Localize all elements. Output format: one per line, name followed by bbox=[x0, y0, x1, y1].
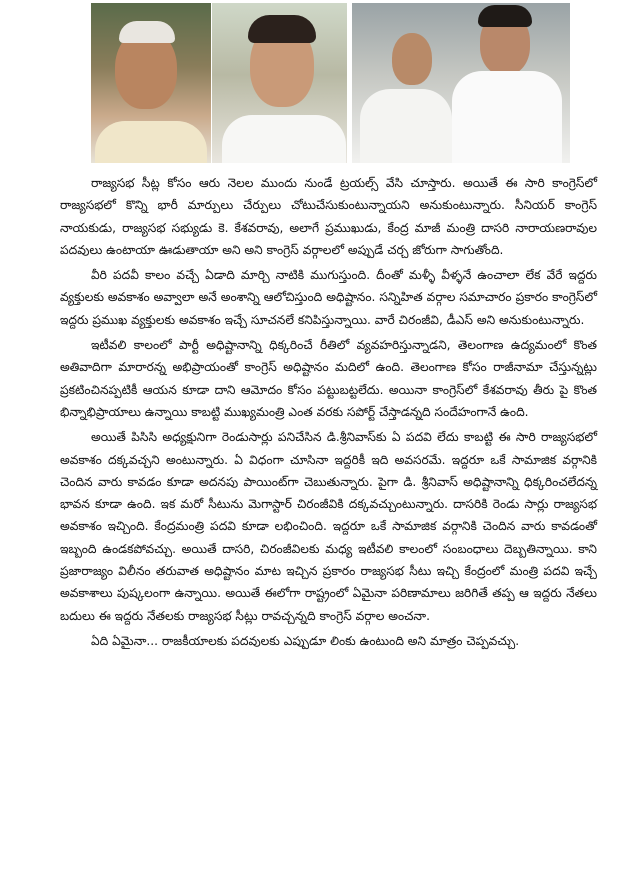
shirt-shape bbox=[95, 121, 207, 163]
article-paragraph-3: ఇటీవలి కాలంలో పార్టీ అధిష్టానాన్ని ధిక్కరించే రీతిలో వ్యవహరిస్తున్నాడని, తెలంగాణ ఉద్యమంలో కొంత అతివాదిగా మారారన్న అభిప్రాయంతో కాంగ్రెస్ అధిష్టానం మదిలో ఉంది. తెలంగాణ కోసం రాజీనామా చేస్తున్నట్లు ప్రకటించినప్పటికీ ఆయన కూడా దాని ఆమోదం కోసం పట్టుబట్టలేదు. అయినా కాంగ్రెస్‌లో కేశవరావు తీరు పై కొంత భిన్నాభిప్రాయాలు ఉన్నాయి కాబట్టి ముఖ్యమంత్రి ఎంత వరకు సపోర్ట్ చేస్తాడన్నది సందేహంగానే ఉంది. bbox=[60, 338, 597, 419]
face-shape bbox=[392, 33, 432, 85]
article-paragraph-1: రాజ్యసభ సీట్ల కోసం ఆరు నెలల ముందు నుండే ట్రయల్స్ వేసి చూస్తారు. అయితే ఈ సారి కాంగ్రెస్‌లో రాజ్యసభలో కొన్ని భారీ మార్పులు చేర్పులు చోటుచేసుకుంటున్నాయని అనుకుంటున్నారు. సీనియర్ కాంగ్రెస్ నాయకుడు, రాజ్యసభ సభ్యుడు కె. కేశవరావు, అలాగే ప్రముఖుడు, కేంద్ర మాజీ మంత్రి దాసరి నారాయణరావుల పదవులు ఉంటాయా ఊడుతాయా అని అని కాంగ్రెస్ వర్గాలలో అప్పుడే చర్చ జోరుగా సాగుతోంది. bbox=[60, 176, 597, 257]
header-photo-strip bbox=[91, 3, 570, 163]
dark-hair-shape bbox=[248, 15, 316, 43]
shirt-shape bbox=[222, 115, 346, 163]
paragraph-4-lead: అయితే పిసిసి అధ్యక్షునిగా రెండుసార్లు పనిచేసిన డి.శ్రీనివాస్‌కు ఏ పదవి లేదు కాబట్టి ఈ సారి రాజ్యసభలో అవకాశం దక్కవచ్చని అంటున్నారు. bbox=[60, 430, 597, 467]
photo-leader-with-glasses bbox=[212, 3, 347, 163]
article-body bbox=[60, 172, 597, 655]
paragraph-4-body: ఏ విధంగా చూసినా ఇద్దరికీ ఇది అవసరమే. ఇద్దరూ ఒకే సామాజిక వర్గానికి చెందిన వారు కావడం కూడా అదనపు పాయింట్‌గా చెబుతున్నారు. పైగా డి. శ్రీనివాస్ అధిష్టానాన్ని ధిక్కరించలేదన్న భావన కూడా ఉంది. ఇక మరో సీటును మెగాస్టార్ చిరంజీవికి దక్కవచ్చుంటున్నారు. దాసరికి రెండు సార్లు రాజ్యసభ అవకాశం ఇచ్చింది. కేంద్రమంత్రి పదవి కూడా లభించింది. ఇద్దరూ ఒకే సామాజిక వర్గానికి చెందిన వారు కావడంతో ఇబ్బంది ఉండకపోవచ్చు. అయితే దాసరి, చిరంజీవిలకు మధ్య ఇటీవలి కాలంలో సంబంధాలు దెబ్బతిన్నాయి. కాని ప్రజారాజ్యం విలీనం తరువాత అధిష్టానం మాట ఇచ్చిన ప్రకారం రాజ్యసభ సీటు ఇచ్చి కేంద్రంలో మంత్రి పదవి ఇచ్చే అవకాశాలు పుష్కలంగా ఉన్నాయి. అయితే ఈలోగా రాష్ట్రంలో ఏమైనా పరిణామాలు జరిగితే తప్ప ఆ ఇద్దరు నేతలు బదులు ఈ ఇద్దరు నేతలకు రాజ్యసభ సీట్లు రావచ్చన్నది కాంగ్రెస్ వర్గాల అంచనా. bbox=[60, 452, 598, 623]
article-paragraph-2: వీరి పదవీ కాలం వచ్చే ఏడాది మార్చి నాటికి ముగుస్తుంది. దీంతో మళ్ళీ వీళ్ళనే ఉంచాలా లేక వేరే ఇద్దరు వ్యక్తులకు అవకాశం అవ్వాలా అనే అంశాన్ని ఆలోచిస్తుంది అధిష్టానం. సన్నిహిత వర్గాల సమాచారం ప్రకారం కాంగ్రెస్‌లో ఇద్దరు ప్రముఖ వ్యక్తులకు అవకాశం ఇచ్చే సూచనలే కనిపిస్తున్నాయి. వారే చిరంజీవి, డీఎస్ అని అనుకుంటున్నారు. bbox=[60, 268, 597, 327]
article-paragraph-4 bbox=[60, 426, 597, 627]
photo-two-leaders-walking bbox=[352, 3, 570, 163]
dark-hair-shape bbox=[478, 5, 532, 27]
article-paragraph-5: ఏది ఏమైనా... రాజకీయాలకు పదవులకు ఎప్పుడూ లింకు ఉంటుంది అని మాత్రం చెప్పవచ్చు. bbox=[91, 633, 520, 648]
shirt-shape bbox=[360, 89, 452, 163]
photo-elder-leader bbox=[91, 3, 211, 163]
white-hair-shape bbox=[119, 21, 175, 43]
shirt-shape bbox=[452, 71, 562, 163]
